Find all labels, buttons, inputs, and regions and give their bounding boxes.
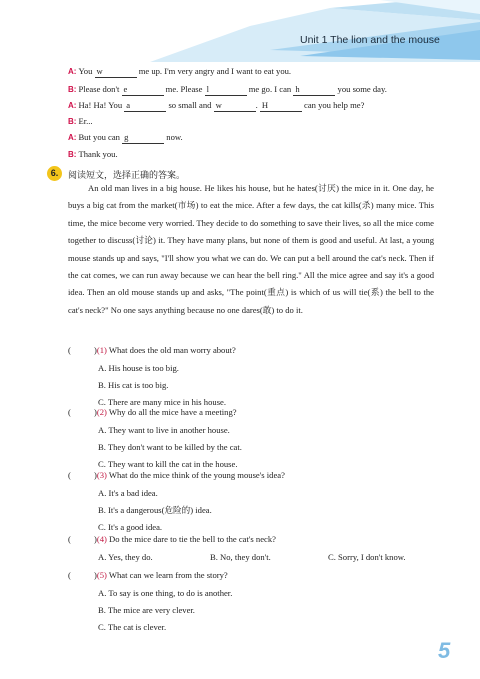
question-number: (5) — [96, 570, 109, 580]
answer-option[interactable]: C. The cat is clever. — [98, 622, 167, 632]
header-banner — [0, 0, 480, 62]
fill-in-blank[interactable]: h — [293, 84, 335, 96]
answer-option[interactable]: A. It's a bad idea. — [98, 488, 158, 498]
answer-paren-close: ) — [94, 534, 97, 544]
page-number: 5 — [438, 638, 451, 663]
answer-option[interactable]: A. Yes, they do. — [98, 552, 153, 562]
dialogue-line — [68, 116, 93, 127]
question-number-badge: 6. — [47, 166, 62, 181]
fill-in-blank[interactable]: w — [214, 100, 256, 112]
question-number: (1) — [96, 345, 109, 355]
speaker-label: A: — [68, 133, 77, 142]
question-item — [68, 470, 285, 481]
question-text: What does the old man worry about? — [108, 345, 236, 355]
fill-in-blank[interactable]: w — [95, 66, 137, 78]
question-number: (4) — [96, 534, 110, 544]
speaker-label: A: — [68, 101, 77, 110]
dialogue-line — [68, 149, 118, 160]
question-item — [68, 407, 237, 418]
dialogue-line — [68, 132, 183, 144]
answer-paren[interactable]: ( — [68, 570, 71, 580]
question-instruction: 阅读短文，选择正确的答案。 — [68, 171, 186, 181]
answer-paren[interactable]: ( — [68, 345, 71, 355]
answer-paren-close: ) — [94, 345, 97, 355]
answer-paren[interactable]: ( — [68, 534, 71, 544]
speaker-label: B: — [68, 150, 77, 159]
dialogue-text: can you help me? — [301, 100, 365, 110]
dialogue-text: you some day. — [335, 84, 387, 94]
answer-option[interactable]: A. His house is too big. — [98, 363, 179, 373]
fill-in-blank[interactable]: a — [124, 100, 166, 112]
fill-in-blank[interactable]: l — [205, 84, 247, 96]
question-number: (2) — [96, 407, 109, 417]
dialogue-text: Please don't — [78, 84, 122, 94]
dialogue-text: me. Please — [163, 84, 205, 94]
speaker-label: A: — [68, 67, 77, 76]
question-text: Do the mice dare to tie the bell to the cat's neck? — [109, 534, 276, 544]
dialogue-text: me up. I'm very angry and I want to eat you. — [136, 66, 292, 76]
answer-option[interactable]: B. The mice are very clever. — [98, 605, 195, 615]
dialogue-text: Thank you. — [78, 149, 118, 159]
dialogue-text: . — [255, 100, 260, 110]
dialogue-text: But you can — [78, 132, 123, 142]
question-item — [68, 534, 276, 545]
answer-option[interactable]: A. They want to live in another house. — [98, 425, 230, 435]
fill-in-blank[interactable]: H — [260, 100, 302, 112]
question-text: What can we learn from the story? — [108, 570, 228, 580]
question-text: What do the mice think of the young mouse's idea? — [108, 470, 285, 480]
answer-option[interactable]: B. His cat is too big. — [98, 380, 169, 390]
answer-option[interactable]: C. It's a good idea. — [98, 522, 163, 532]
answer-option[interactable]: A. To say is one thing, to do is another. — [98, 588, 233, 598]
answer-paren[interactable]: ( — [68, 407, 71, 417]
dialogue-line — [68, 66, 291, 78]
reading-passage — [68, 180, 434, 319]
answer-option[interactable]: C. There are many mice in his house. — [98, 397, 226, 407]
answer-paren[interactable]: ( — [68, 470, 71, 480]
answer-option[interactable]: B. It's a dangerous(危险的) idea. — [98, 505, 212, 515]
fill-in-blank[interactable]: g — [122, 132, 164, 144]
passage-text: An old man lives in a big house. He likes his house, but he hates(讨厌) the mice in it. One day, he buys a big cat from the market(市场) to eat the mice. After a few days, the cat kills(杀) many mice. This time, the mice become very worried. They decide to do something to save their lives, so all the mice come together to discuss(讨论) it. They have many plans, but none of them is good and useful. At last, a young mouse stands up and says, "I'll show you what we can do. We can put a bell around the cat's neck. Then if the cat comes, we can run away because we can hear the bell ring." All the mice agree and say it's a good idea. Then an old mouse stands up and asks, "The point(重点) is which of us will tie(系) the bell to the cat's neck?" No one says anything because no one dares(敢) to do it. — [68, 183, 434, 315]
question-item — [68, 570, 228, 581]
dialogue-text: so small and — [166, 100, 214, 110]
fill-in-blank[interactable]: e — [122, 84, 164, 96]
speaker-label: B: — [68, 85, 77, 94]
unit-title: Unit 1 The lion and the mouse — [300, 34, 440, 46]
answer-option[interactable]: C. Sorry, I don't know. — [328, 552, 406, 562]
answer-option[interactable]: B. They don't want to be killed by the cat. — [98, 442, 242, 452]
dialogue-line — [68, 100, 364, 112]
dialogue-line — [68, 84, 387, 96]
dialogue-text: You — [78, 66, 95, 76]
dialogue-text: Ha! Ha! You — [78, 100, 125, 110]
speaker-label: B: — [68, 117, 77, 126]
answer-option[interactable]: C. They want to kill the cat in the house. — [98, 459, 238, 469]
dialogue-text: now. — [164, 132, 183, 142]
question-text: Why do all the mice have a meeting? — [108, 407, 237, 417]
dialogue-text: me go. I can — [246, 84, 294, 94]
question-number: (3) — [96, 470, 109, 480]
answer-paren-close: ) — [94, 570, 97, 580]
dialogue-text: Er... — [78, 116, 93, 126]
answer-option[interactable]: B. No, they don't. — [210, 552, 271, 562]
answer-paren-close: ) — [94, 407, 97, 417]
question-item — [68, 345, 236, 356]
answer-paren-close: ) — [94, 470, 97, 480]
